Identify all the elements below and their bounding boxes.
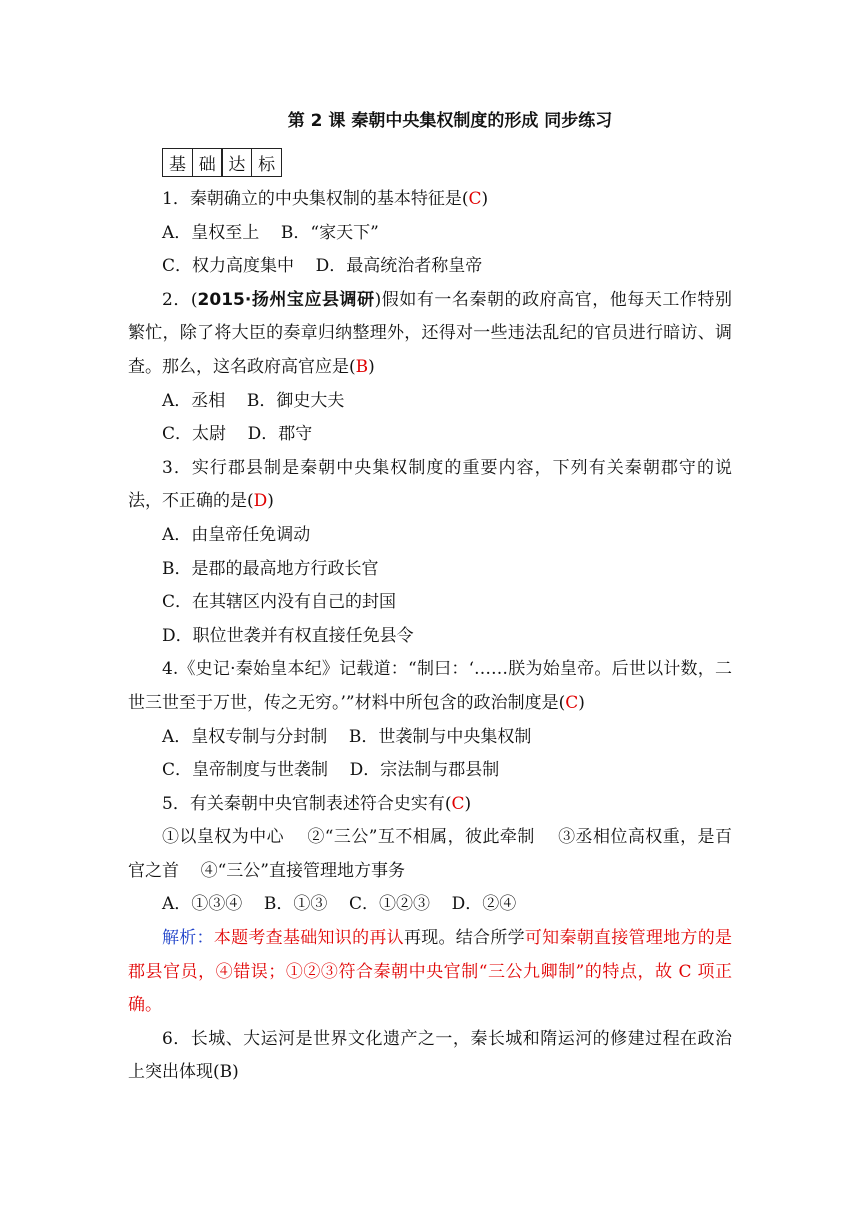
question-1-answer: C <box>468 189 482 209</box>
section-badge-char: 达 <box>221 148 252 177</box>
question-2-options-row-1: A．丞相 B．御史大夫 <box>162 390 345 411</box>
explanation-label: 解析： <box>162 928 214 949</box>
question-3-answer: D <box>253 491 268 512</box>
question-3-stem: 3．实行郡县制是秦朝中央集权制度的重要内容，下列有关秦朝郡守的说法，不正确的是(D) <box>128 457 732 512</box>
question-4-options-row-2: C．皇帝制度与世袭制 D．宗法制与郡县制 <box>162 760 500 781</box>
question-2-source: 2015·扬州宝应县调研 <box>197 289 375 310</box>
question-1-options-row-2: C．权力高度集中 D．最高统治者称皇帝 <box>162 256 483 277</box>
question-4-answer: C <box>565 692 579 713</box>
question-5-statements: ①以皇权为中心 ②“三公”互不相属，彼此牵制 ③丞相位高权重，是百官之首 ④“三公”直接管理地方事务 <box>128 827 732 881</box>
question-1-options-row-1: A．皇权至上 B．“家天下” <box>162 222 379 243</box>
question-4-options-row-1: A．皇权专制与分封制 B．世袭制与中央集权制 <box>162 726 532 747</box>
question-list <box>128 183 732 1090</box>
question-2-options-row-2: C．太尉 D．郡守 <box>162 424 313 445</box>
question-3-option-c: C．在其辖区内没有自己的封国 <box>162 592 397 613</box>
section-badge-char: 础 <box>192 148 223 177</box>
question-2-stem: 2．(2015·扬州宝应县调研)假如有一名秦朝的政府高官，他每天工作特别繁忙，除了将大臣的奏章归纳整理外，还得对一些违法乱纪的官员进行暗访、调查。那么，这名政府高官应是(B) <box>128 289 732 377</box>
question-3-option-b: B．是郡的最高地方行政长官 <box>162 558 379 579</box>
question-5-answer: C <box>451 793 465 814</box>
section-badge-char: 基 <box>162 148 193 177</box>
question-5-options: A．①③④ B．①③ C．①②③ D．②④ <box>162 894 517 915</box>
question-6-stem: 6．长城、大运河是世界文化遗产之一，秦长城和隋运河的修建过程在政治上突出体现(B) <box>128 1028 732 1083</box>
question-5-explanation: 解析：本题考查基础知识的再认再现。结合所学可知秦朝直接管理地方的是郡县官员，④错误；①②③符合秦朝中央官制“三公九卿制”的特点，故 C 项正确。 <box>128 928 732 1016</box>
section-badge-group <box>162 148 281 177</box>
page-title: 第 2 课 秦朝中央集权制度的形成 同步练习 <box>287 111 613 131</box>
question-1-stem: 1．秦朝确立的中央集权制的基本特征是(C) <box>162 189 489 209</box>
question-4-stem: 4.《史记·秦始皇本纪》记载道：“制曰：‘……朕为始皇帝。后世以计数，二世三世至于万世，传之无穷。’”材料中所包含的政治制度是(C) <box>128 659 732 713</box>
question-5-stem: 5．有关秦朝中央官制表述符合史实有(C) <box>162 793 472 814</box>
question-3-option-a: A．由皇帝任免调动 <box>162 524 311 545</box>
question-3-option-d: D．职位世袭并有权直接任免县令 <box>162 625 414 646</box>
section-badge-char: 标 <box>251 148 282 177</box>
question-2-answer: B <box>355 356 369 377</box>
